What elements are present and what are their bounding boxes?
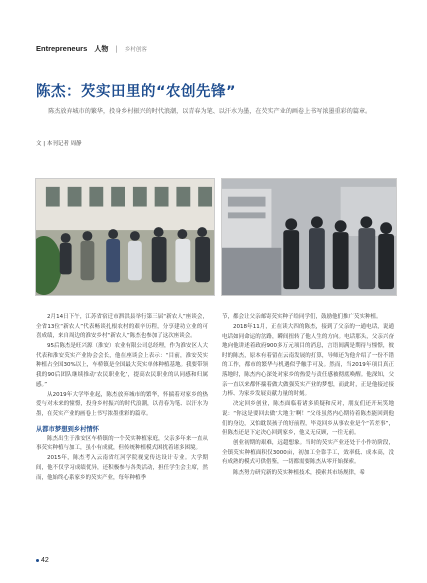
body-paragraph: 节，都会让父亲邮寄芡实种子给同学们，鼓励他们推广芡实种植。 — [222, 314, 382, 320]
section-name-cn: 人物 — [94, 45, 109, 53]
section-name-en: Entrepreneurs — [36, 44, 88, 53]
body-paragraph: 决定回乡创业，陈杰面临着诸多质疑和反对，朋友们还开玩笑地说：“你这是要回去做‘大地主’啊！”父母虽然内心期待着陈杰能回到他们的身边，又怕耽误孩子的好前程，毕竟回乡从事农业是个“苦差事”，但陈杰还是下定决心回到家乡，他义无反顾，一往无前。 — [222, 401, 394, 437]
body-paragraph: 2月14日下午，江苏省宿迁市泗洪县举行第三届“新农人”座谈会，全省13位“新农人”代表畅谈扎根农村的艰辛历程，分享建功立业的可喜成绩，来自周边的淮安乡村“新农人”陈杰也参加了这次座谈会。 — [36, 314, 208, 340]
article-lead: 陈杰放弃城市的繁华，投身乡村振兴的时代浪潮，以青春为笔、以汗水为墨，在芡实产业的画卷上书写浓墨重彩的篇章。 — [48, 108, 372, 115]
meeting-photo-illustration — [36, 179, 214, 295]
page-number-text: 42 — [41, 557, 49, 564]
article-title: 陈杰：芡实田里的“农创先锋” — [36, 84, 237, 100]
body-paragraph: 2015年，陈杰考入云南省红河学院视觉传达设计专业。大学期间，他不仅学习成绩优异，还积极参与各类活动，担任学生会主席，然而，他始终心系家乡的芡实产业，每年种植季 — [36, 455, 208, 481]
page-number — [36, 557, 49, 564]
body-paragraph: 95后陈杰是旺兴源（淮安）农业有限公司总经理，作为淮安区人大代表和淮安芡实产业协会会长，他在座谈会上表示：“目前，淮安芡实种植占全国30%以上，车桥镇是全国最大芡实单体种植基地。我要带领我的90后团队继续推动‘农民职业化’，提高农民职业的认同感和归属感。” — [36, 343, 209, 388]
factory-visit-photo — [221, 178, 397, 296]
body-paragraph: 从2019年大学毕业起，陈杰放弃城市的繁华，怀揣着对家乡的热爱与对未来的憧憬，投身乡村振兴的时代浪潮，以青春为笔、以汗水为墨，在芡实产业的画卷上书写浓墨重彩的篇章。 — [36, 391, 208, 417]
article-byline: 文 | 本刊记者 周静 — [36, 141, 82, 147]
body-paragraph: 创业初期的艰难，远超想象。当时的芡实产业还处于小作坊阶段，全镇芡实种植面积仅3000亩，初加工全靠手工，效率低、成本高，没有成熟的模式可供借鉴，一切都需要陈杰从零开始探索。 — [222, 440, 394, 466]
body-paragraph: 2018年11月，正在读大四的陈杰，接到了父亲的一通电话，说通电话如同命运的岔路，瞬间扭转了他人生的方向。电话那头，父亲兴奋地向他讲述着政府900多万元项目的消息，言语间满是期待与憧憬，彼时的陈杰，原本有着留在云南发展的打算，导师还为他介绍了一份不错的工作，都市的繁华与机遇似乎触手可及。然而，当2019年项目真正落地时，陈杰内心深处对家乡的热爱与责任感被彻底唤醒。他深知，父亲一直以来都怀揣着做大做强芡实产业的梦想，而此时，正是他接过接力棒、为家乡发展贡献力量的时刻。 — [222, 324, 394, 398]
body-paragraph: 陈杰出生于淮安区车桥镇的一个芡实种植家庭，父亲多年来一直从事芡实种植与加工，虽小有成就，但传统种植模式困扰着诸多困境。 — [36, 435, 208, 452]
meeting-photo — [35, 178, 215, 296]
body-paragraph: 陈杰努力研究新的芡实种植技术，摸索其市场规律，希 — [233, 469, 366, 476]
left-body-column — [36, 313, 208, 484]
section-separator: | — [115, 45, 118, 53]
section-heading: 从都市梦想到乡村情怀 — [36, 425, 99, 433]
factory-visit-photo-illustration — [222, 179, 396, 295]
column-name: 乡村创客 — [124, 47, 147, 53]
section-header — [36, 36, 147, 53]
right-body-column — [222, 313, 394, 479]
page-marker-icon — [36, 559, 39, 562]
